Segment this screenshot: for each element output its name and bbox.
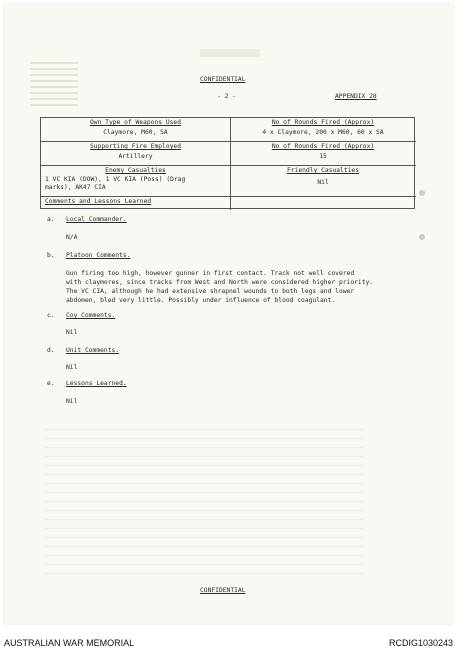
section-e-letter: e.: [47, 380, 55, 387]
appendix-label: APPENDIX 28: [335, 93, 377, 100]
rounds-fired-label: No of Rounds Fired (Approx): [271, 119, 375, 126]
bleed-through-mark: [200, 49, 260, 57]
rounds-fired-value: 4 x Claymore, 200 x M60, 60 x SA: [262, 129, 384, 136]
section-a-letter: a.: [47, 216, 55, 223]
page-number: - 2 -: [217, 93, 236, 100]
table-divider: [41, 165, 416, 166]
classification-bottom: CONFIDENTIAL: [200, 587, 246, 594]
section-b-line: The VC CIA, although he had extensive shrapnel wounds to both legs and lower: [66, 288, 355, 295]
enemy-casualties-value-line2: marks), AK47 CIA: [45, 184, 106, 191]
bleed-through-mark: [30, 62, 78, 106]
section-b-line: with claymores, since tracks from West and North were considered higher priority.: [66, 279, 374, 286]
enemy-casualties-value-line1: 1 VC KIA (DOW), 1 VC KIA (Poss) (Drag: [45, 176, 186, 183]
section-b-title: Platoon Comments.: [66, 252, 131, 259]
section-d-letter: d.: [47, 347, 55, 354]
weapons-used-label: Own Type of Weapons Used: [90, 119, 181, 126]
friendly-casualties-label: Friendly Casualties: [286, 167, 360, 174]
support-rounds-label: No of Rounds Fired (Approx): [271, 143, 375, 150]
operation-summary-table: [40, 117, 415, 209]
section-e-text: Nil: [66, 398, 78, 405]
supporting-fire-value: Artillery: [118, 153, 153, 160]
table-divider: [41, 196, 416, 197]
section-d-text: Nil: [66, 364, 78, 371]
bleed-through-mark: [44, 424, 364, 574]
section-c-letter: c.: [47, 312, 55, 319]
section-d-title: Unit Comments.: [66, 347, 120, 354]
supporting-fire-label: Supporting Fire Employed: [90, 143, 181, 150]
friendly-casualties-value: Nil: [317, 179, 329, 186]
reference-number: RCDIG1030243: [388, 638, 453, 648]
section-b-line: Gun firing too high, however gunner in first contact. Track not well covered: [66, 270, 355, 277]
section-a-text: N/A: [66, 234, 78, 241]
classification-top: CONFIDENTIAL: [200, 76, 246, 83]
enemy-casualties-label: Enemy Casualties: [105, 167, 166, 174]
section-b-line: abdomen, bled very little. Possibly under influence of blood coagulant.: [66, 297, 336, 304]
section-c-text: Nil: [66, 329, 78, 336]
section-b-letter: b.: [47, 252, 55, 259]
section-e-title: Lessons Learned.: [66, 380, 127, 387]
support-rounds-value: 15: [319, 153, 327, 160]
weapons-used-value: Claymore, M60, SA: [103, 129, 168, 136]
punch-hole-mark: [419, 234, 425, 240]
punch-hole-mark: [419, 190, 425, 196]
section-a-title: Local Commander.: [66, 216, 127, 223]
comments-heading: Comments and Lessons Learned: [45, 198, 152, 205]
institution-label: AUSTRALIAN WAR MEMORIAL: [4, 638, 135, 648]
table-divider: [41, 141, 416, 142]
section-c-title: Coy Comments.: [66, 312, 116, 319]
